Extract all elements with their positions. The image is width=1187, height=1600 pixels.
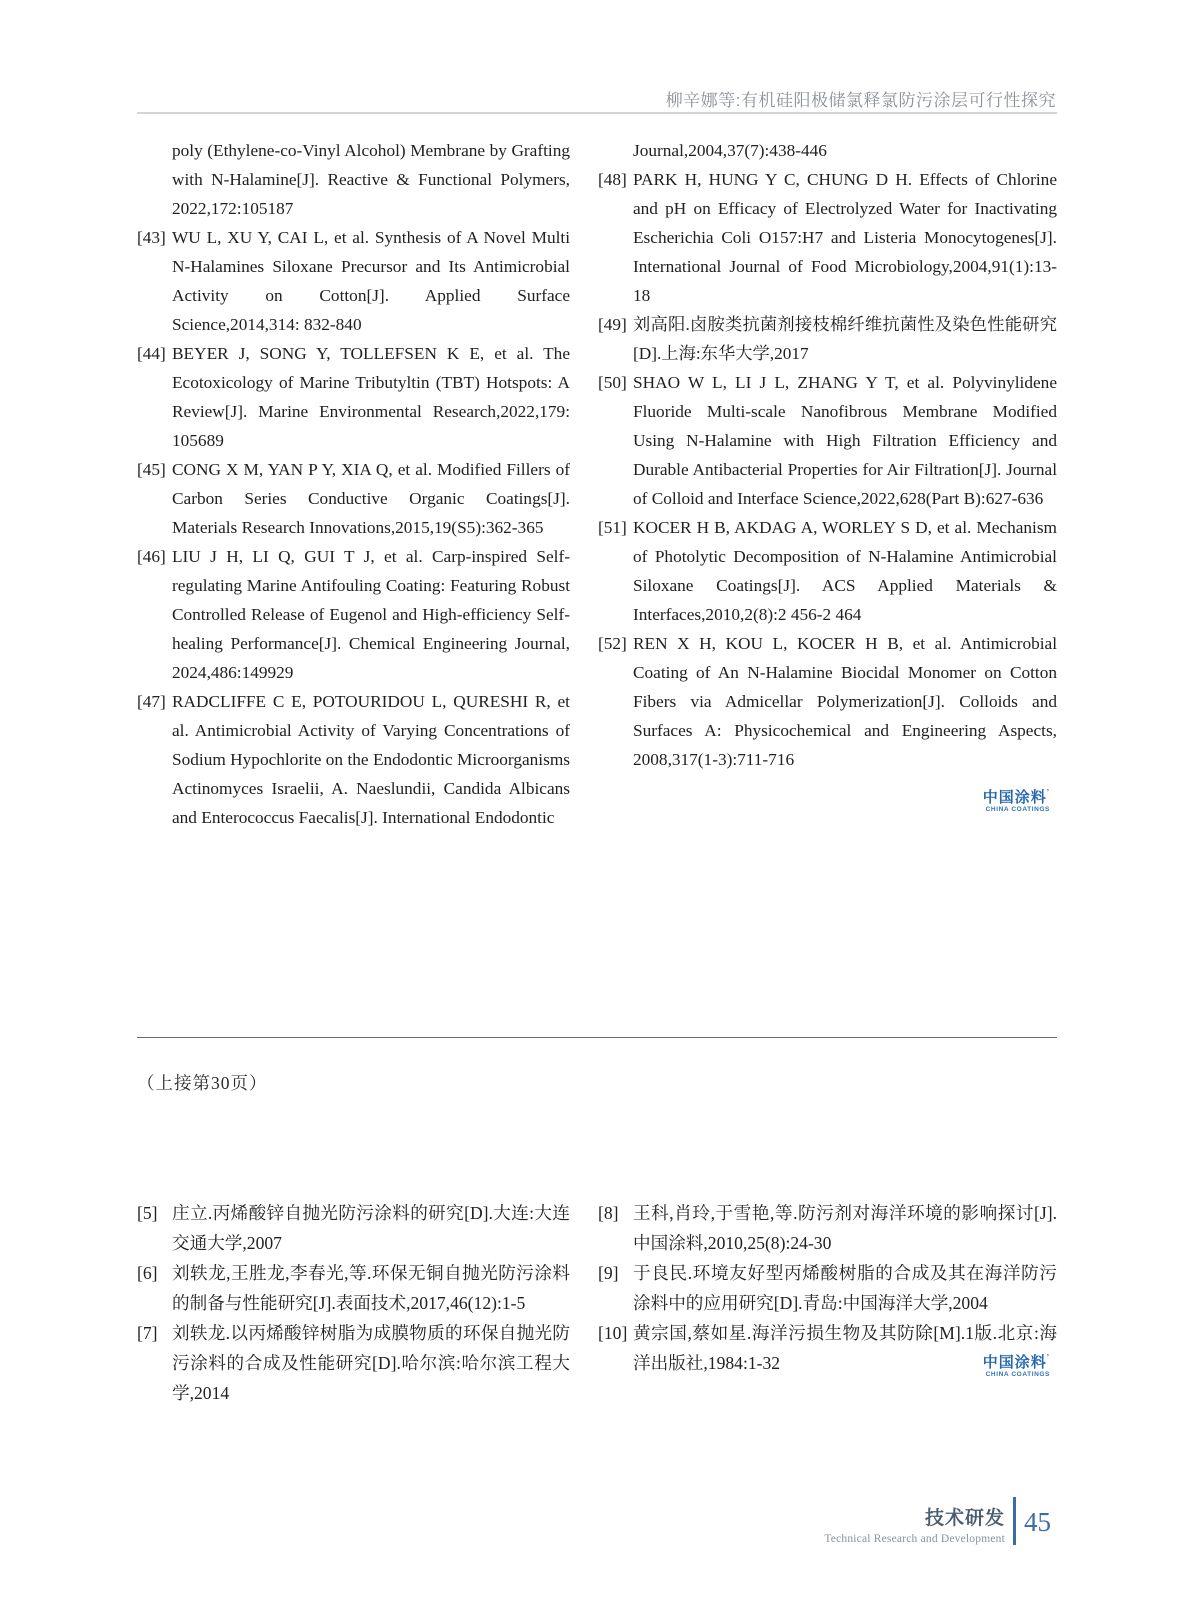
- reference-item: [137, 223, 570, 339]
- footer-section-en: Technical Research and Development: [824, 1533, 1005, 1545]
- china-coatings-logo: [983, 790, 1050, 814]
- reference-item: [137, 339, 570, 455]
- logo-mark: ’: [1046, 1353, 1050, 1362]
- china-coatings-logo: [983, 1355, 1050, 1379]
- ref-marker: [46]: [137, 547, 166, 566]
- ref-marker: [8]: [598, 1203, 619, 1223]
- ref-marker: [5]: [137, 1203, 158, 1223]
- references-bottom-right-column: [598, 1198, 1057, 1378]
- ref-text: 庄立.丙烯酸锌自抛光防污涂料的研究[D].大连:大连交通大学,2007: [172, 1203, 570, 1253]
- ref-marker: [6]: [137, 1263, 158, 1283]
- ref-text: LIU J H, LI Q, GUI T J, et al. Carp-inspired Self-regulating Marine Antifouling Coating: Featuring Robust Controlled Release of Eugenol and High-efficiency Self-healing Performance[J]. Chemical Engineering Journal, 2024,486:149929: [172, 547, 570, 682]
- ref-marker: [44]: [137, 344, 166, 363]
- page-number: 45: [1024, 1507, 1051, 1537]
- header-rule: [137, 112, 1057, 114]
- ref-marker: [48]: [598, 170, 627, 189]
- ref-text: SHAO W L, LI J L, ZHANG Y T, et al. Polyvinylidene Fluoride Multi-scale Nanofibrous Membrane Modified Using N-Halamine with High Filtration Efficiency and Durable Antibacterial Properties for Air Filtration[J]. Journal of Colloid and Interface Science,2022,628(Part B):627-636: [633, 373, 1057, 508]
- ref-marker: [45]: [137, 460, 166, 479]
- ref-text: poly (Ethylene-co-Vinyl Alcohol) Membrane by Grafting with N-Halamine[J]. Reactive & Functional Polymers, 2022,172:105187: [172, 141, 570, 218]
- ref-text: KOCER H B, AKDAG A, WORLEY S D, et al. Mechanism of Photolytic Decomposition of N-Halamine Antimicrobial Siloxane Coatings[J]. ACS Applied Materials & Interfaces,2010,2(8):2 456-2 464: [633, 518, 1057, 624]
- ref-marker: [9]: [598, 1263, 619, 1283]
- ref-marker: [47]: [137, 692, 166, 711]
- ref-text: 刘轶龙,王胜龙,李春光,等.环保无铜自抛光防污涂料的制备与性能研究[J].表面技术,2017,46(12):1-5: [172, 1263, 570, 1313]
- ref-text: RADCLIFFE C E, POTOURIDOU L, QURESHI R, et al. Antimicrobial Activity of Varying Concentrations of Sodium Hypochlorite on the Endodontic Microorganisms Actinomyces Israelii, A. Naeslundii, Candida Albicans and Enterococcus Faecalis[J]. International Endodontic: [172, 692, 570, 827]
- footer-section-labels: [824, 1497, 1013, 1545]
- reference-item: [137, 1198, 570, 1258]
- ref-marker: [43]: [137, 228, 166, 247]
- ref-marker: [51]: [598, 518, 627, 537]
- reference-item: [137, 136, 570, 223]
- reference-item: [598, 165, 1057, 310]
- footer-divider-bar: [1013, 1497, 1016, 1545]
- logo-subtext: CHINA COATINGS: [985, 806, 1050, 813]
- ref-text: CONG X M, YAN P Y, XIA Q, et al. Modified Fillers of Carbon Series Conductive Organic Coatings[J]. Materials Research Innovations,2015,19(S5):362-365: [172, 460, 570, 537]
- reference-item: [598, 629, 1057, 774]
- ref-text: WU L, XU Y, CAI L, et al. Synthesis of A Novel Multi N-Halamines Siloxane Precursor and Its Antimicrobial Activity on Cotton[J]. Applied Surface Science,2014,314: 832-840: [172, 228, 570, 334]
- references-top-right-column: [598, 136, 1057, 774]
- references-bottom-left-column: [137, 1198, 570, 1408]
- ref-marker: [7]: [137, 1323, 158, 1343]
- reference-item: [137, 687, 570, 832]
- ref-marker: [50]: [598, 373, 627, 392]
- ref-text: 刘高阳.卤胺类抗菌剂接枝棉纤维抗菌性及染色性能研究[D].上海:东华大学,2017: [633, 315, 1057, 363]
- reference-item: [598, 310, 1057, 368]
- logo-text: 中国涂料’: [982, 1353, 1050, 1371]
- ref-text: PARK H, HUNG Y C, CHUNG D H. Effects of Chlorine and pH on Efficacy of Electrolyzed Water for Inactivating Escherichia Coli O157:H7 and Listeria Monocytogenes[J]. International Journal of Food Microbiology,2004,91(1):13-18: [633, 170, 1057, 305]
- reference-item: [137, 542, 570, 687]
- ref-text: 于良民.环境友好型丙烯酸树脂的合成及其在海洋防污涂料中的应用研究[D].青岛:中国海洋大学,2004: [633, 1263, 1057, 1313]
- ref-text: Journal,2004,37(7):438-446: [633, 141, 827, 160]
- reference-item: [598, 1198, 1057, 1258]
- reference-item: [137, 1258, 570, 1318]
- ref-text: 刘轶龙.以丙烯酸锌树脂为成膜物质的环保自抛光防污涂料的合成及性能研究[D].哈尔滨:哈尔滨工程大学,2014: [172, 1323, 570, 1403]
- continuation-note: （上接第30页）: [137, 1073, 268, 1093]
- logo-text: 中国涂料’: [982, 788, 1050, 806]
- ref-text: 黄宗国,蔡如星.海洋污损生物及其防除[M].1版.北京:海洋出版社,1984:1-32: [633, 1323, 1057, 1373]
- reference-item: [598, 136, 1057, 165]
- logo-mark: ’: [1046, 788, 1050, 797]
- ref-text: REN X H, KOU L, KOCER H B, et al. Antimicrobial Coating of An N-Halamine Biocidal Monomer on Cotton Fibers via Admicellar Polymerization[J]. Colloids and Surfaces A: Physicochemical and Engineering Aspects, 2008,317(1-3):711-716: [633, 634, 1057, 769]
- ref-marker: [49]: [598, 315, 627, 334]
- running-title: 柳辛娜等:有机硅阳极储氯释氯防污涂层可行性探究: [665, 91, 1056, 110]
- ref-text: 王科,肖玲,于雪艳,等.防污剂对海洋环境的影响探讨[J].中国涂料,2010,25(8):24-30: [633, 1203, 1057, 1253]
- section-divider: [137, 1037, 1057, 1038]
- logo-subtext: CHINA COATINGS: [985, 1371, 1050, 1378]
- ref-marker: [52]: [598, 634, 627, 653]
- reference-item: [598, 513, 1057, 629]
- reference-item: [598, 368, 1057, 513]
- footer: [824, 1497, 1051, 1545]
- footer-section-cn: 技术研发: [924, 1508, 1005, 1529]
- references-top-left-column: [137, 136, 570, 832]
- reference-item: [137, 1318, 570, 1408]
- reference-item: [598, 1258, 1057, 1318]
- ref-marker: [10]: [598, 1323, 628, 1343]
- reference-item: [137, 455, 570, 542]
- ref-text: BEYER J, SONG Y, TOLLEFSEN K E, et al. The Ecotoxicology of Marine Tributyltin (TBT) Hotspots: A Review[J]. Marine Environmental Research,2022,179: 105689: [172, 344, 570, 450]
